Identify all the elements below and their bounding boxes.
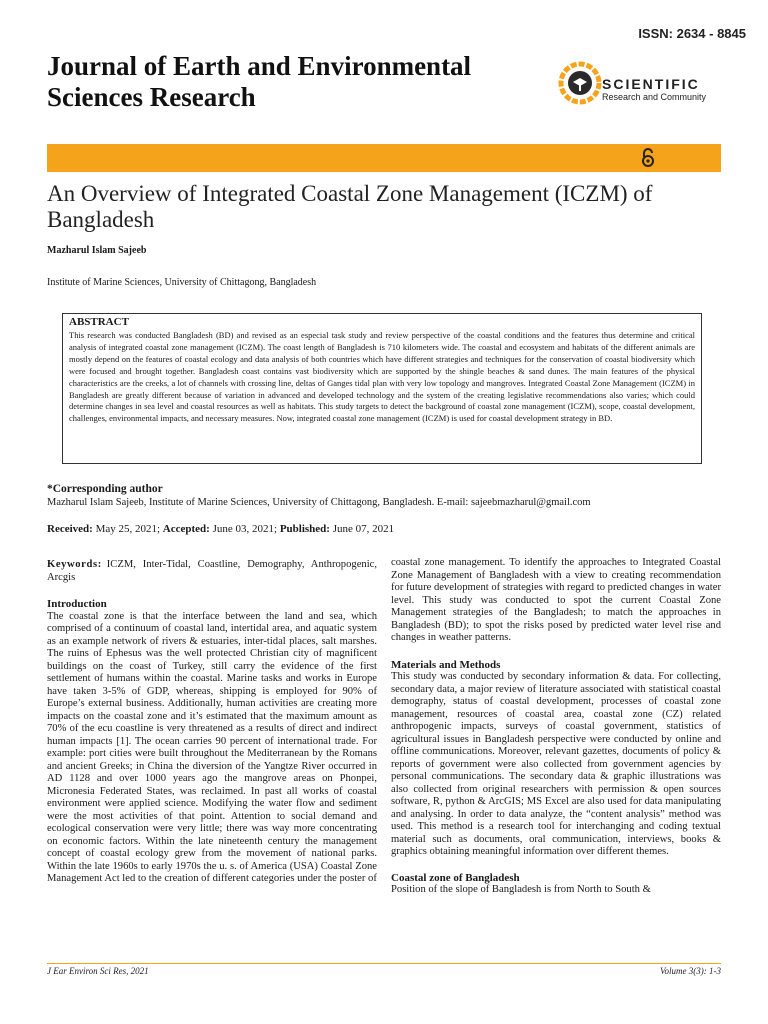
open-access-icon	[640, 148, 656, 168]
logo-mark-icon	[558, 58, 608, 108]
journal-title-line2: Sciences Research	[47, 82, 256, 112]
journal-title	[47, 51, 471, 113]
journal-title-line1: Journal of Earth and Environmental	[47, 51, 472, 81]
corresponding-author-heading: *Corresponding author	[47, 483, 163, 495]
received-label: Received:	[47, 523, 93, 535]
introduction-text: The coastal zone is that the interface between the land and sea, which comprised of a continuum of coastal land, intertidal area, and aquatic system as an example network of rivers & estuaries, inter-tidal places, salt marshes. The ruins of Ephesus was the well protected Christian city of magnificent buildings on the coast of Turkey, still carry the evidence of the first settlement of humans within the coastal. Marine tasks and works in Europe have taken 3-5% of GDP, whereas, shipping is employed for 90% of Europe’s external business. Additionally, human activities are creating more impacts on the coastal zone and it’s estimated that the maximum amount as 70% of the ecu coastline is very threatened as a results of direct and indirect human impacts [1]. The ocean carries 90 percent of international trade. For example: port cities were built throughout the Mediterranean by the Romans and ancient Greeks; in China the diversion of the Yangtze River occurred in AD 1128 and over 1000 years ago the mangrove areas on Phonpei, Micronesia Federated States, was reclaimed. In past all works of coastal environment were applied science. Modifying the water flow and sediment were the most activities of that point. Attention to social demand and ecological conservation were very little; there was way more concentrating on economic factors. Within the late nineteenth century the management concept of coastal ecology grew from the movement of national parks. Within the late 1960s to early 1970s the u. s. of America (USA) Coastal Zone Management Act led to the creation of different categories under the poster of	[47, 610, 377, 884]
coastal-zone-text: Position of the slope of Bangladesh is from North to South &	[391, 884, 651, 895]
abstract-text: This research was conducted Bangladesh (BD) and revised as an especial task study and review perspective of the coastal conditions and the features thus determine and critical analysis of integrated coastal zone management (ICZM). The coast length of Bangladesh is 710 kilometers wide. The coastal and ecosystem and habitats of the different animals are mostly depend on the features of coastal ecology and data analysis of both countries which have different strategies and techniques for the conservation of coastal biodiversity which were focused and brought together. Bangladesh coast contains vast biodiversity which are supported by the shingle beaches & sand dunes. The main features of the physical characteristics are the creeks, a lot of channels with crossing line, deltas of Ganges tidal plan with very low topology and mangroves. Integrated Coastal Zone Management (ICZM) in Bangladesh are greatly different because of variation in advanced and developed technology and the system of the creating legislative recommendations also varies; which could determine changes in sea level and coastal resources as well as habitats. This study targets to detect the background of coastal zone management (ICZM), scope, coastal development, challenges, environmental impacts, and necessary measures. Now, integrated coastal zone management (ICZM) is used for coastal development strategy in BD.	[69, 330, 695, 424]
published-date: June 07, 2021	[332, 523, 395, 535]
author-name: Mazharul Islam Sajeeb	[47, 245, 147, 256]
keywords	[47, 559, 377, 584]
header-accent-bar	[47, 144, 721, 172]
author-affiliation: Institute of Marine Sciences, University of Chittagong, Bangladesh	[47, 277, 317, 288]
abstract-box	[62, 313, 702, 464]
article-title: An Overview of Integrated Coastal Zone Management (ICZM) of Bangladesh	[47, 181, 653, 232]
methods-text: This study was conducted by secondary information & data. For collecting, secondary data, a major review of literature associated with statistical coastal demography, status of coastal development, processes of coastal zone management, resources of coastal area, coastal zone (CZ) related anthropogenic impacts, surveys of coastal government, statistics of agricultural issues in Bangladesh perspective were conducted by online and offline communications. Moreover, relevant gazettes, documents of policy & reports of government were also collected from government agencies by personal communications. The secondary data & graphic illustrations was also collected from original researchers with permission & open sources software, R, python & ArcGIS; MS Excel are also used for data manipulating and analysing. In order to data analyze, the “content analysis” method was used. This method is a research tool for interchanging and coding textual material such as documents, oral communication, interviews, books & graphics obtaining meaningful information over different themes.	[391, 671, 721, 857]
methods-heading: Materials and Methods	[391, 658, 501, 671]
body-column-left	[47, 559, 377, 886]
issn-label: ISSN: 2634 - 8845	[638, 26, 746, 41]
footer-volume: Volume 3(3): 1-3	[660, 966, 721, 976]
logo-subtitle: Research and Community	[602, 92, 707, 102]
abstract-heading: ABSTRACT	[69, 316, 129, 328]
received-date: May 25, 2021;	[95, 523, 161, 535]
body-column-right	[391, 557, 721, 897]
accepted-date: June 03, 2021;	[212, 523, 278, 535]
article-dates	[47, 523, 394, 535]
accepted-label: Accepted:	[162, 523, 210, 535]
introduction-heading: Introduction	[47, 598, 107, 610]
introduction-continued-text: coastal zone management. To identify the approaches to Integrated Coastal Zone Management of Bangladesh with a view to creating recommendation for future development of strategies with regard to predicted changes in water level. This study was conducted to spot the current Coastal Zone Management strategies of the Bangladesh; to match the approaches in Bangladesh (BD); to spot the risks posed by predicted water level rise and changes in weather patterns.	[391, 557, 721, 643]
footer-rule	[47, 963, 721, 964]
published-label: Published:	[279, 523, 330, 535]
corresponding-author-details: Mazharul Islam Sajeeb, Institute of Marine Sciences, University of Chittagong, Bangladesh. E-mail: sajeebmazharul@gmail.com	[47, 497, 591, 508]
keywords-list: ICZM, Inter-Tidal, Coastline, Demography, Anthropogenic, Arcgis	[47, 559, 377, 583]
logo-name: SCIENTIFIC	[602, 76, 700, 92]
footer-citation: J Ear Environ Sci Res, 2021	[47, 966, 149, 976]
publisher-logo	[558, 58, 728, 108]
keywords-label: Keywords:	[47, 559, 102, 570]
coastal-zone-heading: Coastal zone of Bangladesh	[391, 871, 520, 884]
